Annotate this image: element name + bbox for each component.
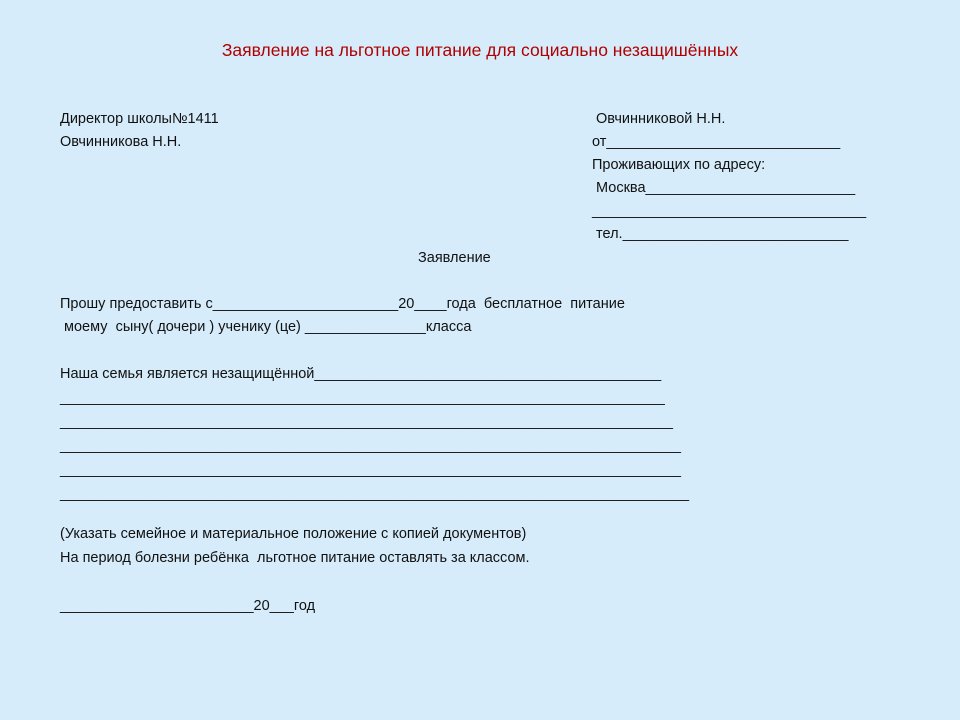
illness-line: На период болезни ребёнка льготное питание оставлять за классом.	[60, 550, 530, 566]
blank-line-2: ____________________________________________________________________________	[60, 414, 673, 430]
address-label: Проживающих по адресу:	[592, 157, 766, 173]
recipient-name: Овчинниковой Н.Н.	[592, 111, 726, 127]
city-field: Москва__________________________	[592, 180, 856, 196]
blank-line-5: ______________________________________________________________________________	[60, 486, 690, 502]
page-title: Заявление на льготное питание для социально незащишённых	[221, 40, 739, 60]
from-field: от_____________________________	[592, 134, 841, 150]
request-line-1: Прошу предоставить с_______________________20____года бесплатное питание	[60, 296, 625, 312]
director-line: Директор школы№1411	[60, 111, 219, 127]
address-field: __________________________________	[592, 203, 867, 219]
statement-heading: Заявление	[418, 250, 491, 266]
date-line: ________________________20___год	[60, 598, 316, 614]
family-line: Наша семья является незащищённой___________________________________________	[60, 366, 662, 382]
note-line: (Указать семейное и материальное положение с копией документов)	[60, 526, 527, 542]
director-name: Овчинникова Н.Н.	[60, 134, 182, 150]
blank-line-3: _____________________________________________________________________________	[60, 438, 681, 454]
phone-field: тел.____________________________	[592, 226, 849, 242]
blank-line-4: _____________________________________________________________________________	[60, 462, 681, 478]
request-line-2: моему сыну( дочери ) ученику (це) _______________класса	[60, 319, 472, 335]
blank-line-1: ___________________________________________________________________________	[60, 390, 665, 406]
